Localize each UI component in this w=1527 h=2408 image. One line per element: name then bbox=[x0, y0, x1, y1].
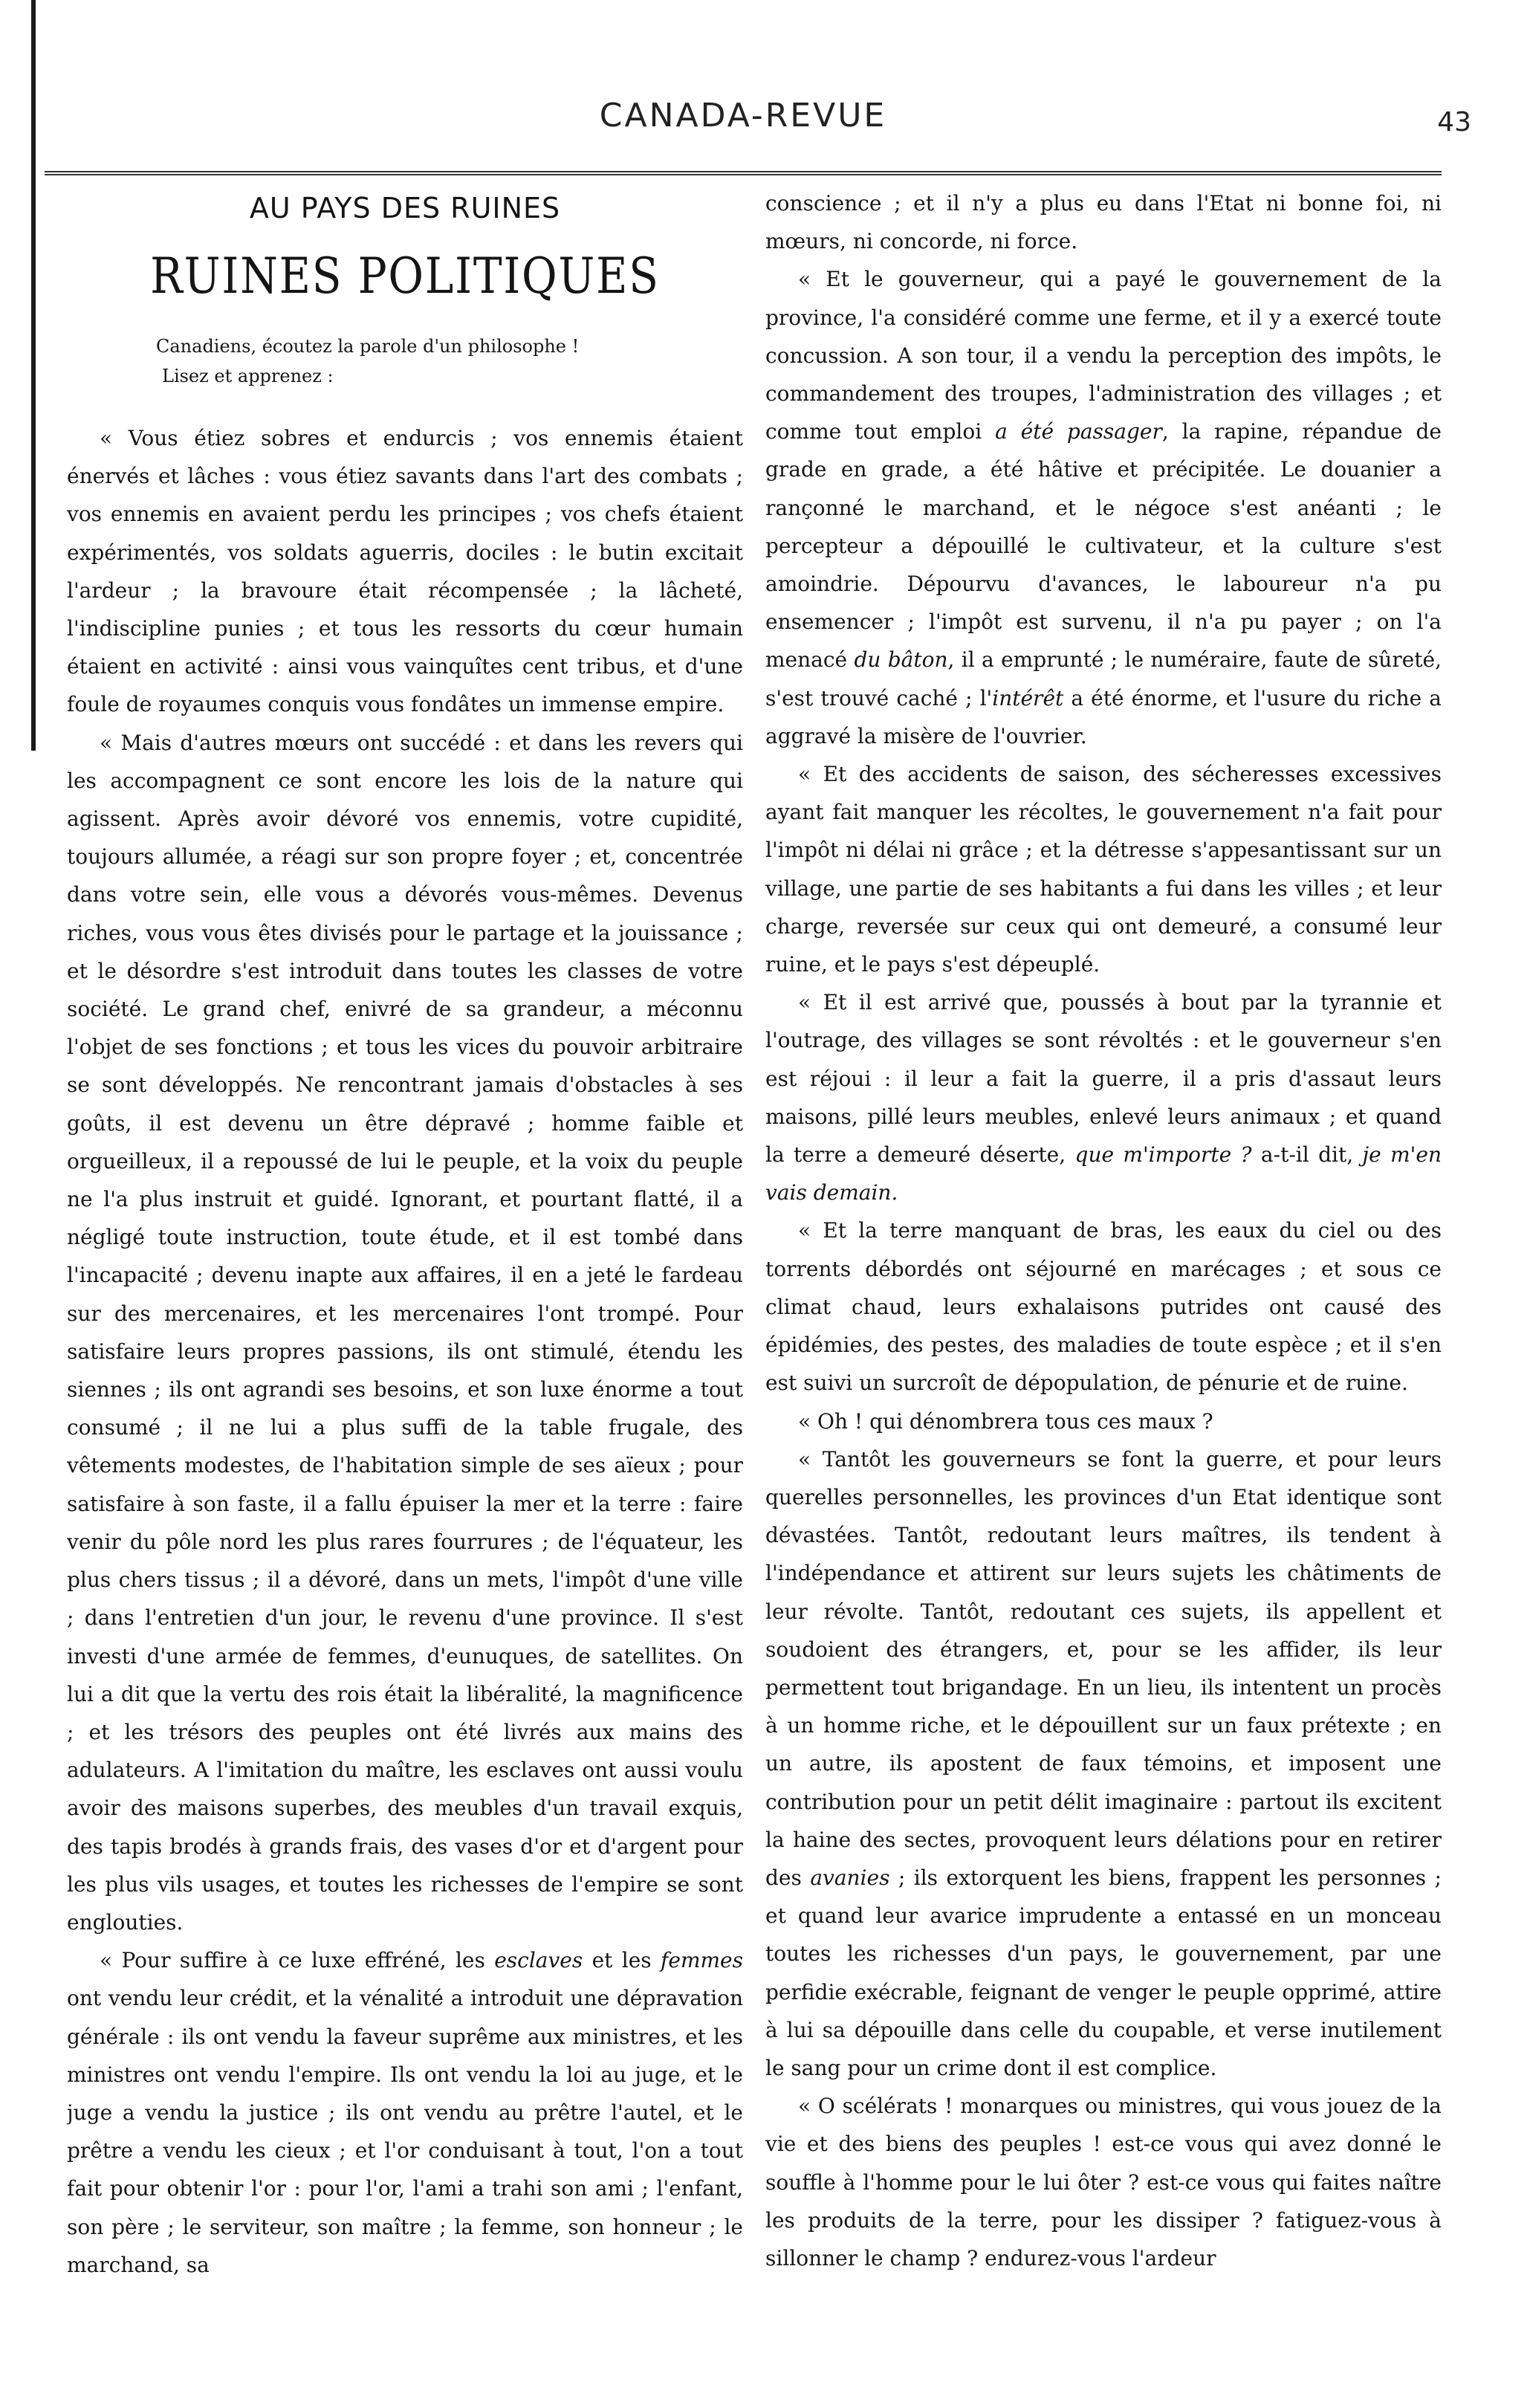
text-run: ont vendu leur crédit, et la vénalité a introduit une dépravation générale : ils ont vendu la faveur suprême aux ministres, et les ministres ont vendu l'empire. Ils ont vendu la loi au juge, et le juge a vendu la justice ; ils ont vendu au prêtre l'autel, et le prêtre a vendu les cieux ; et l'or conduisant à tout, l'on a tout fait pour obtenir l'or : pour l'or, l'ami a trahi son ami ; l'enfant, son père ; le serviteur, son maître ; la femme, son honneur ; le marchand, sa bbox=[67, 1986, 743, 2277]
text-run: « Et le gouverneur, qui a payé le gouvernement de la province, l'a considéré comme une ferme, et il y a exercé toute concussion. A son tour, il a vendu la perception des impôts, le commandement des troupes, l'administration des villages ; et comme tout emploi bbox=[765, 267, 1442, 444]
paragraph bbox=[765, 983, 1442, 1211]
text-run: « Pour suffire à ce luxe effréné, les bbox=[100, 1948, 495, 1973]
italic-text: que m'importe ? bbox=[1074, 1142, 1252, 1168]
italic-text: a été passager bbox=[995, 419, 1162, 444]
page-number: 43 bbox=[1437, 107, 1471, 137]
italic-text: femmes bbox=[661, 1948, 743, 1973]
text-run: , la rapine, répandue de grade en grade, a été hâtive et précipitée. Le douanier a rançonné le marchand, et le négoce s'est anéanti ; le percepteur a dépouillé le cultivateur, et la culture s'est amoindrie. Dépourvu d'avances, le laboureur n'a pu ensemencer ; l'impôt est survenu, il n'a pu payer ; on l'a menacé bbox=[765, 419, 1442, 673]
paragraph: « Oh ! qui dénombrera tous ces maux ? bbox=[798, 1408, 1213, 1434]
italic-text: je m'en vais demain. bbox=[765, 1142, 1442, 1205]
paragraph: « O scélérats ! monarques ou ministres, qui vous jouez de la vie et des biens des peuples ! est-ce vous qui avez donné le souffle à l'homme pour le lui ôter ? est-ce vous qui faites naître les produits de la terre, pour les dissiper ? fatiguez-vous à sillonner le champ ? endurez-vous l'ardeur bbox=[765, 2094, 1442, 2271]
text-run: , il a emprunté ; le numéraire, faute de sûreté, s'est trouvé caché ; l' bbox=[765, 647, 1442, 711]
paragraph bbox=[67, 1941, 743, 2284]
paragraph: « Et des accidents de saison, des sécheresses excessives ayant fait manquer les récoltes, le gouvernement n'a fait pour l'impôt ni délai ni grâce ; et la détresse s'appesantissant sur un village, une partie de ses habitants a fui dans les villes ; et leur charge, reversée sur ceux qui ont demeuré, a consumé leur ruine, et le pays s'est dépeuplé. bbox=[765, 762, 1442, 977]
text-run: a été énorme, et l'usure du riche a aggravé la misère de l'ouvrier. bbox=[765, 685, 1442, 748]
article-title: RUINES POLITIQUES bbox=[150, 247, 660, 305]
paragraph: « Vous étiez sobres et endurcis ; vos ennemis étaient énervés et lâches : vous étiez savants dans l'art des combats ; vos ennemis en avaient perdu les principes ; vos chefs étaient expérimentés, vos soldats aguerris, dociles : le butin excitait l'ardeur ; la bravoure était récompensée ; la lâcheté, l'indiscipline punies ; et tous les ressorts du cœur humain étaient en activité : ainsi vous vainquîtes cent tribus, et d'une foule de royaumes conquis vous fondâtes un immense empire. bbox=[67, 426, 743, 717]
text-run: a-t-il dit, bbox=[1251, 1142, 1363, 1168]
text-run: et les bbox=[583, 1948, 661, 1973]
text-run: « Tantôt les gouverneurs se font la guerre, et pour leurs querelles personnelles, les provinces d'un Etat identique sont dévastées. Tantôt, redoutant leurs maîtres, ils tendent à l'indépendance et attirent sur leurs sujets les châtiments de leur révolte. Tantôt, redoutant ces sujets, ils appellent et soudoient des étrangers, et, pour se les affider, ils leur permettent tout brigandage. En un lieu, ils intentent un procès à un homme riche, et le dépouillent sur un faux prétexte ; en un autre, ils apostent de faux témoins, et imposent une contribution pour un petit délit imaginaire : partout ils excitent la haine des sectes, provoquent leurs délations pour en retirer des bbox=[765, 1446, 1442, 1890]
italic-text: intérêt bbox=[992, 685, 1064, 711]
paragraph bbox=[765, 1440, 1442, 2087]
right-column bbox=[765, 184, 1442, 2384]
journal-title: CANADA-REVUE bbox=[599, 97, 887, 135]
italic-text: avanies bbox=[810, 1865, 890, 1890]
epigraph-line: Lisez et apprenez : bbox=[162, 366, 334, 386]
header-rule bbox=[45, 171, 1442, 175]
epigraph-line: Canadiens, écoutez la parole d'un philosophe ! bbox=[156, 336, 580, 357]
left-margin-rule bbox=[31, 0, 36, 751]
text-run: « Et il est arrivé que, poussés à bout par la tyrannie et l'outrage, des villages se sont révoltés : et le gouverneur s'en est réjoui : il leur a fait la guerre, il a pris d'assaut leurs maisons, pillé leurs meubles, enlevé leurs animaux ; et quand la terre a demeuré déserte, bbox=[765, 990, 1442, 1168]
left-column bbox=[67, 184, 743, 2384]
section-title: AU PAYS DES RUINES bbox=[249, 192, 561, 224]
text-run: ; ils extorquent les biens, frappent les personnes ; et quand leur avarice imprudente a entassé en un monceau toutes les richesses d'un pays, le gouvernement, par une perfidie exécrable, feignant de venger le peuple opprimé, attire à lui sa dépouille dans celle du coupable, et verse inutilement le sang pour un crime dont il est complice. bbox=[765, 1865, 1442, 2080]
epigraph bbox=[156, 331, 676, 391]
italic-text: esclaves bbox=[494, 1948, 583, 1973]
italic-text: du bâton bbox=[854, 647, 948, 673]
paragraph-continuation: conscience ; et il n'y a plus eu dans l'Etat ni bonne foi, ni mœurs, ni concorde, ni force. bbox=[765, 191, 1442, 254]
paragraph: « Mais d'autres mœurs ont succédé : et dans les revers qui les accompagnent ce sont encore les lois de la nature qui agissent. Après avoir dévoré vos ennemis, votre cupidité, toujours allumée, a réagi sur son propre foyer ; et, concentrée dans votre sein, elle vous a dévorés vous-mêmes. Devenus riches, vous vous êtes divisés pour le partage et la jouissance ; et le désordre s'est introduit dans toutes les classes de votre société. Le grand chef, enivré de sa grandeur, a méconnu l'objet de ses fonctions ; et tous les vices du pouvoir arbitraire se sont développés. Ne rencontrant jamais d'obstacles à ses goûts, il est devenu un être dépravé ; homme faible et orgueilleux, il a repoussé de lui le peuple, et la voix du peuple ne l'a plus instruit et guidé. Ignorant, et pourtant flatté, il a négligé toute instruction, toute étude, et il est tombé dans l'incapacité ; devenu inapte aux affaires, il en a jeté le fardeau sur des mercenaires, et les mercenaires l'ont trompé. Pour satisfaire leurs propres passions, ils ont stimulé, étendu les siennes ; ils ont agrandi ses besoins, et son luxe énorme a tout consumé ; il ne lui a plus suffi de la table frugale, des vêtements modestes, de l'habitation simple de ses aïeux ; pour satisfaire à son faste, il a fallu épuiser la mer et la terre : faire venir du pôle nord les plus rares fourrures ; de l'équateur, les plus chers tissus ; il a dévoré, dans un mets, l'impôt d'une ville ; dans l'entretien d'un jour, le revenu d'une province. Il s'est investi d'une armée de femmes, d'eunuques, de satellites. On lui a dit que la vertu des rois était la libéralité, la magnificence ; et les trésors des peuples ont été livrés aux mains des adulateurs. A l'imitation du maître, les esclaves ont aussi voulu avoir des maisons superbes, des meubles d'un travail exquis, des tapis brodés à grands frais, des vases d'or et d'argent pour les plus vils usages, et toutes les richesses de l'empire se sont englouties. bbox=[67, 730, 743, 1935]
paragraph: « Et la terre manquant de bras, les eaux du ciel ou des torrents débordés ont séjourné en marécages ; et sous ce climat chaud, leurs exhalaisons putrides ont causé des épidémies, des pestes, des maladies de toute espèce ; et il s'en est suivi un surcroît de dépopulation, de pénurie et de ruine. bbox=[765, 1218, 1442, 1396]
paragraph bbox=[765, 260, 1442, 755]
page-header bbox=[45, 97, 1471, 156]
